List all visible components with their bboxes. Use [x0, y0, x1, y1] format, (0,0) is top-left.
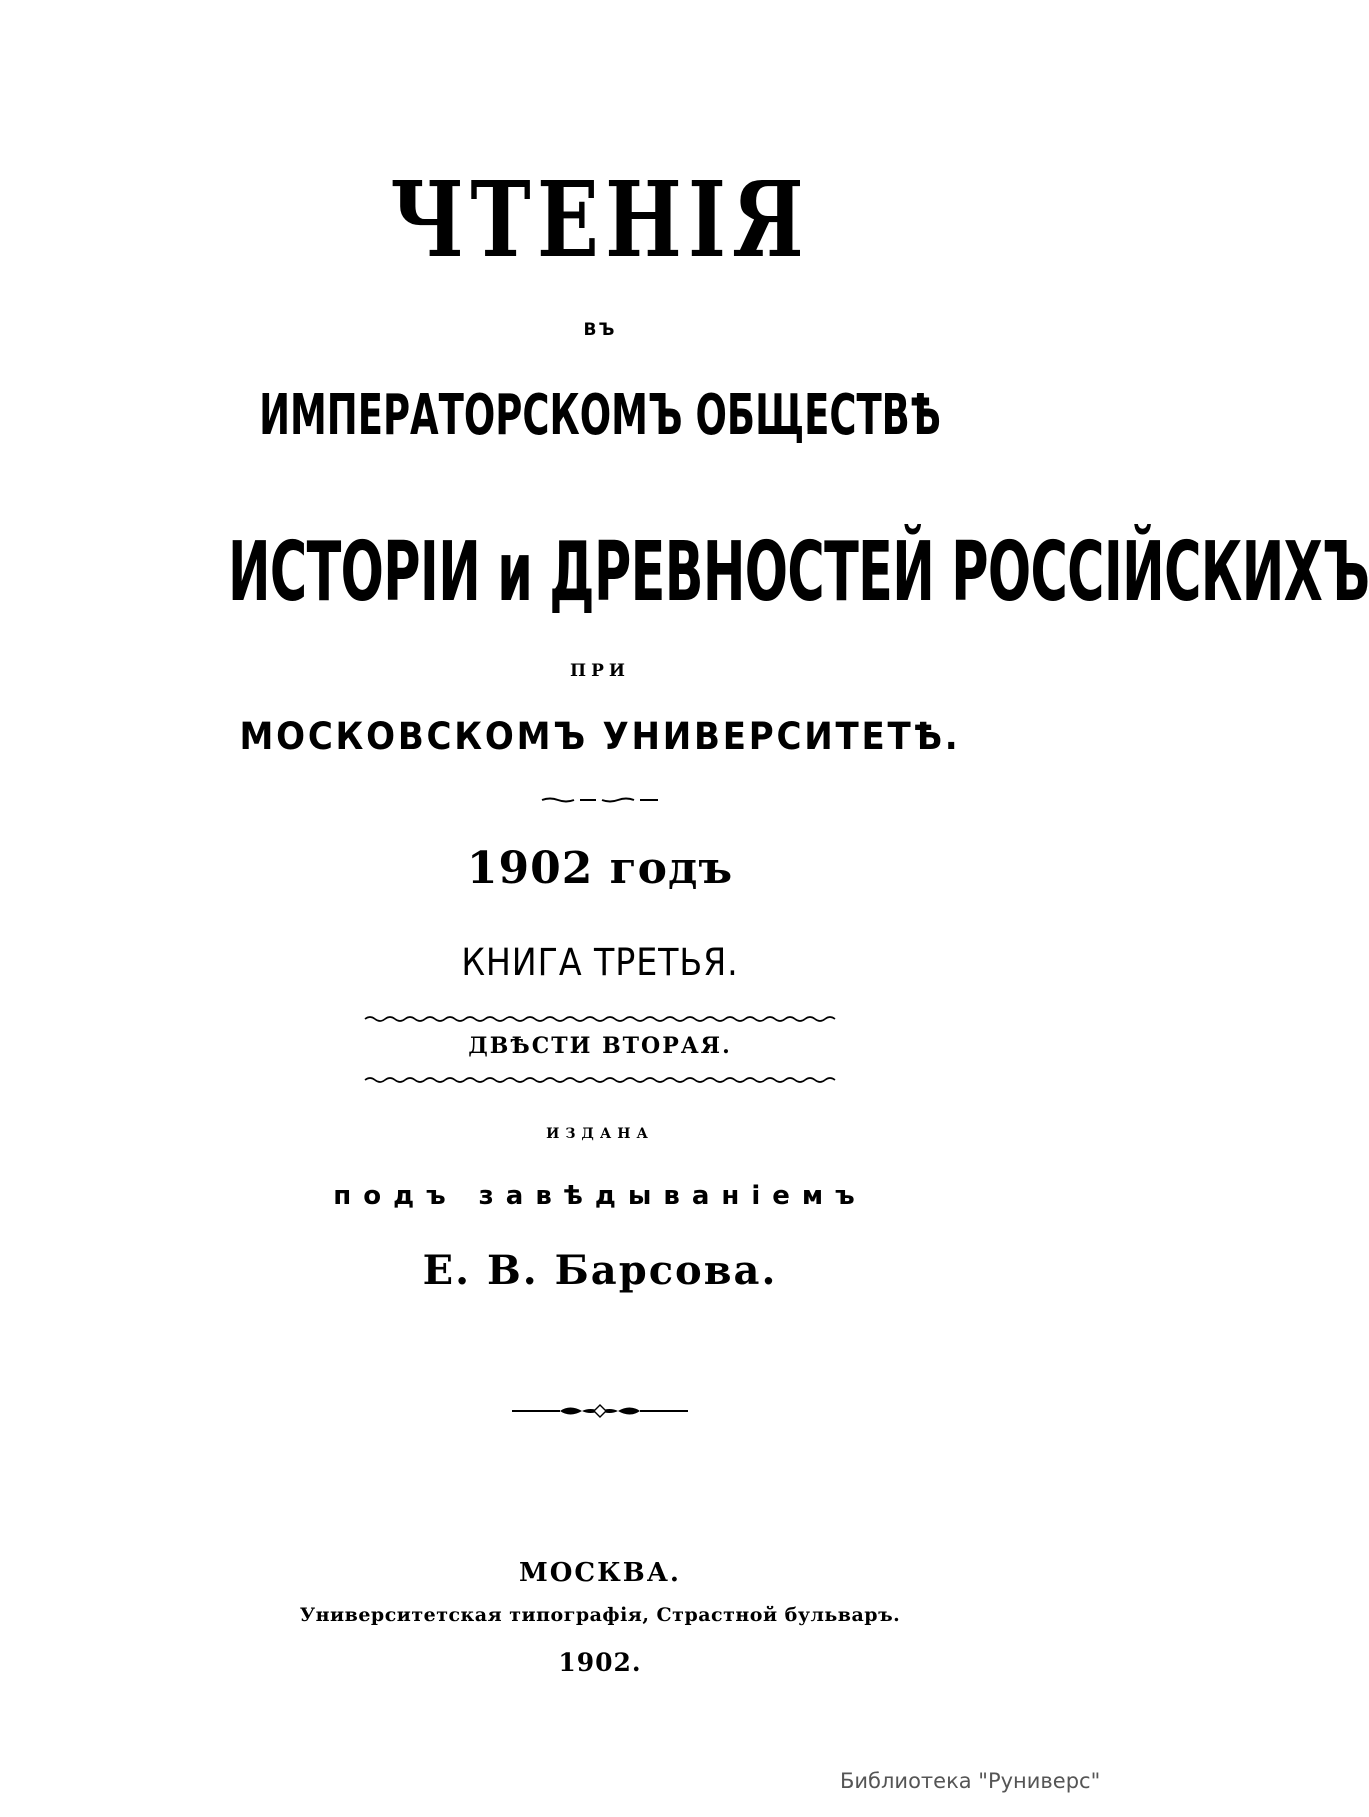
- published-label: ИЗДАНА: [546, 1126, 654, 1142]
- society-line: ИМПЕРАТОРСКОМЪ ОБЩЕСТВѢ: [259, 383, 941, 448]
- library-watermark: Библиотека "Руниверс": [840, 1769, 1101, 1793]
- editor-name: Е. В. Барсова.: [422, 1247, 778, 1294]
- university-line: МОСКОВСКОМЪ УНИВЕРСИТЕТѢ.: [239, 715, 961, 758]
- supervision-line: подъ завѣдыванiемъ: [333, 1181, 867, 1211]
- main-title: ЧТЕНІЯ: [390, 158, 810, 281]
- year-line: 1902 годъ: [466, 843, 734, 894]
- flourish-ornament: [0, 1401, 1200, 1421]
- imprint-press: Университетская типографія, Страстной бульваръ.: [299, 1604, 901, 1626]
- preposition-pri: ПРИ: [570, 661, 630, 681]
- preposition-v: ВЪ: [583, 320, 617, 340]
- wavy-rule-top: [0, 1014, 1200, 1024]
- wavy-rule-bottom: [0, 1075, 1200, 1085]
- imprint-city: МОСКВА.: [519, 1558, 681, 1588]
- issue-line: ДВѢСТИ ВТОРАЯ.: [468, 1033, 732, 1059]
- small-ornament-divider: [0, 796, 1200, 804]
- book-line: КНИГА ТРЕТЬЯ.: [461, 941, 739, 984]
- imprint-year: 1902.: [558, 1648, 642, 1677]
- history-line: ИСТОРІИ и ДРЕВНОСТЕЙ РОССІЙСКИХЪ: [228, 525, 1369, 620]
